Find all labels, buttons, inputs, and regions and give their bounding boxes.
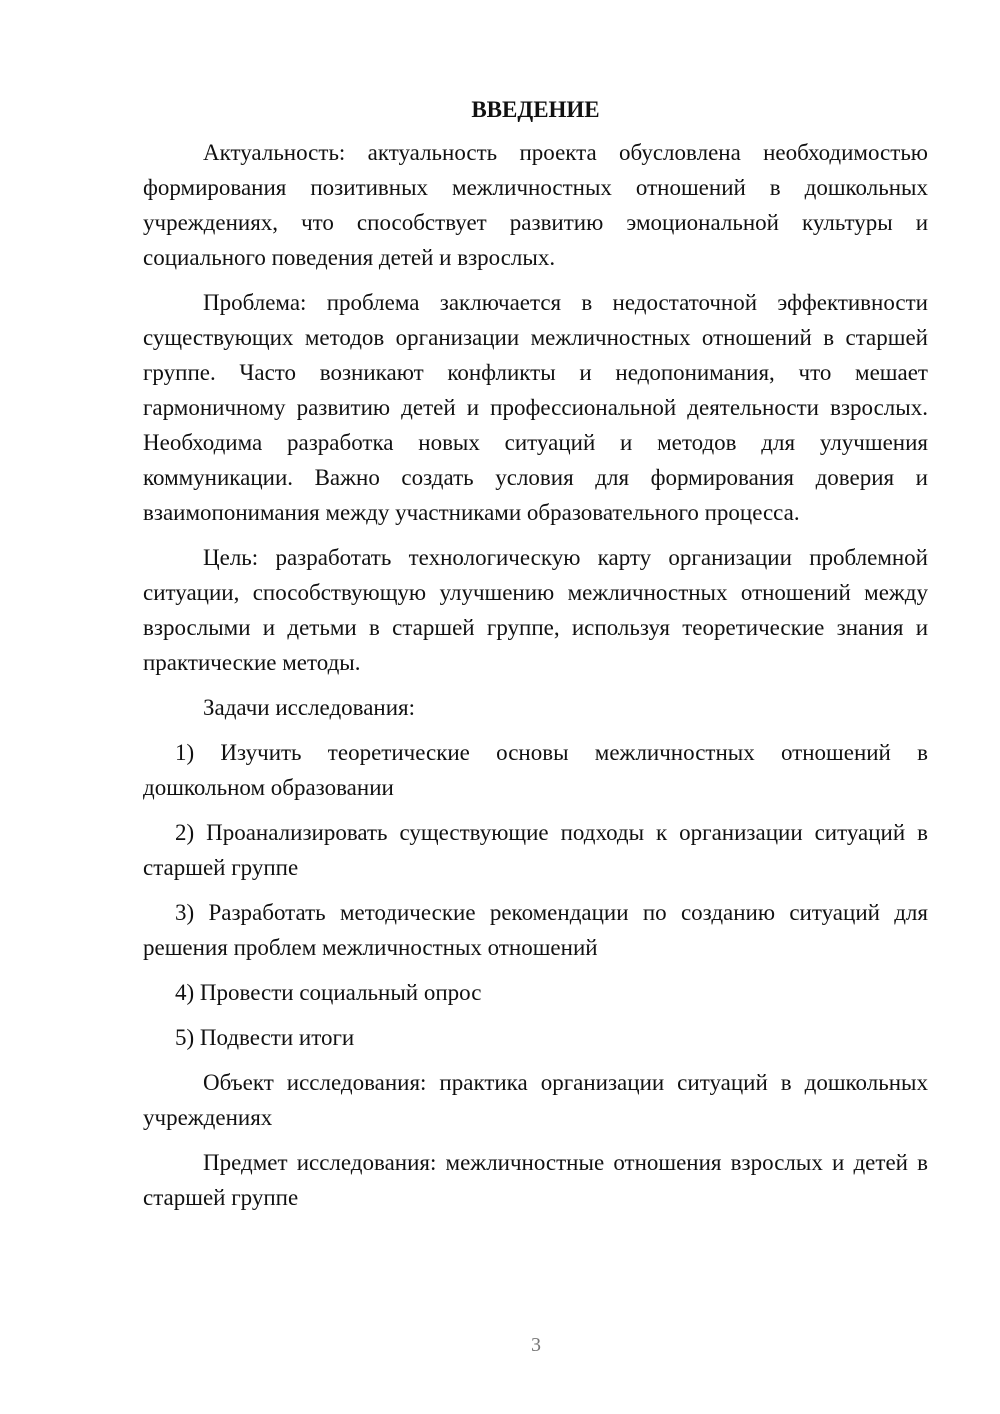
- tasks-heading: Задачи исследования:: [203, 695, 416, 720]
- relevance-paragraph: Актуальность: актуальность проекта обусловлена необходимостью формирования позитивных межличностных отношений в дошкольных учреждениях, что способствует развитию эмоциональной культуры и социального поведения детей и взрослых.: [143, 140, 928, 270]
- document-page: [143, 92, 928, 1225]
- task-item-3: 3) Разработать методические рекомендации по созданию ситуаций для решения проблем межличностных отношений: [143, 900, 928, 960]
- task-item-1: 1) Изучить теоретические основы межличностных отношений в дошкольном образовании: [143, 740, 928, 800]
- task-item-4: 4) Провести социальный опрос: [175, 980, 482, 1005]
- subject-paragraph: Предмет исследования: межличностные отношения взрослых и детей в старшей группе: [143, 1150, 928, 1210]
- problem-paragraph: Проблема: проблема заключается в недостаточной эффективности существующих методов организации межличностных отношений в старшей группе. Часто возникают конфликты и недопонимания, что мешает гармоничному развитию детей и профессиональной деятельности взрослых. Необходима разработка новых ситуаций и методов для улучшения коммуникации. Важно создать условия для формирования доверия и взаимопонимания между участниками образовательного процесса.: [143, 290, 928, 525]
- section-title: ВВЕДЕНИЕ: [471, 97, 600, 122]
- page-number: 3: [531, 1334, 541, 1356]
- task-item-5: 5) Подвести итоги: [175, 1025, 355, 1050]
- goal-paragraph: Цель: разработать технологическую карту организации проблемной ситуации, способствующую улучшению межличностных отношений между взрослыми и детьми в старшей группе, используя теоретические знания и практические методы.: [143, 545, 928, 675]
- object-paragraph: Объект исследования: практика организации ситуаций в дошкольных учреждениях: [143, 1070, 928, 1130]
- task-item-2: 2) Проанализировать существующие подходы к организации ситуаций в старшей группе: [143, 820, 928, 880]
